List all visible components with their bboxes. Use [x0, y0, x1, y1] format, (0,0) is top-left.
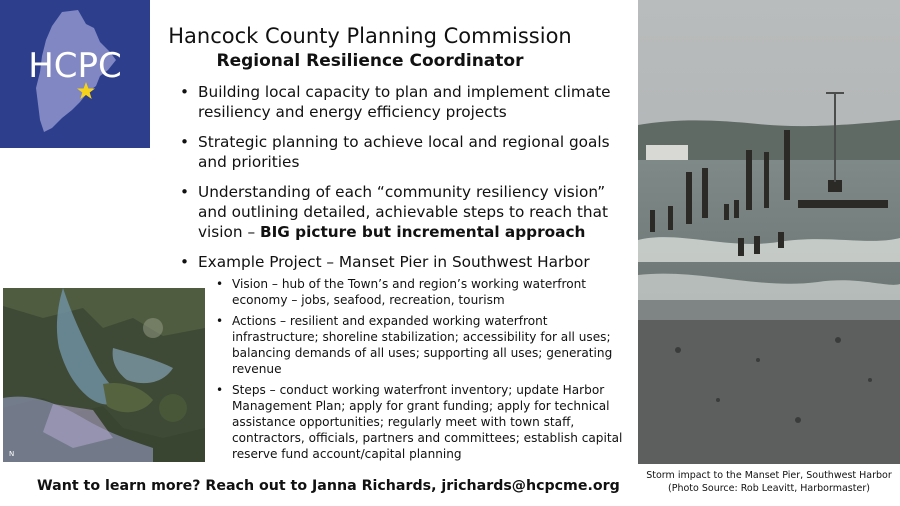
bullet-text: Understanding of each “community resiliency vision” and outlining detailed, achievable steps to reach that vision –	[198, 183, 608, 241]
page-subtitle: Regional Resilience Coordinator	[216, 51, 524, 71]
satellite-map	[3, 288, 205, 462]
sub-bullet-list	[214, 276, 630, 467]
storm-photo	[638, 0, 900, 464]
caption-line-2: (Photo Source: Rob Leavitt, Harbormaster)	[668, 483, 870, 494]
page-title: Hancock County Planning Commission	[168, 24, 572, 48]
sub-bullet-item: • Actions – resilient and expanded working waterfront infrastructure; shoreline stabilization; accessibility for all uses; balancing demands of all uses; supporting all uses; generating revenue	[214, 313, 630, 377]
sub-bullet-item: • Vision – hub of the Town’s and region’s working waterfront economy – jobs, seafood, recreation, tourism	[214, 276, 630, 308]
bullet-emphasis: BIG picture but incremental approach	[259, 223, 586, 241]
bullet-item	[176, 182, 626, 242]
hcpc-logo	[0, 0, 150, 148]
bullet-text: Strategic planning to achieve local and regional goals and priorities	[198, 133, 610, 171]
sub-bullet-item: • Steps – conduct working waterfront inventory; update Harbor Management Plan; apply for grant funding; apply for technical assistance opportunities; regularly meet with town staff, contractors, officials, partners and committees; establish capital reserve fund account/capital planning	[214, 382, 630, 462]
photo-caption	[638, 469, 900, 495]
caption-line-1: Storm impact to the Manset Pier, Southwest Harbor	[646, 470, 892, 481]
logo-text: HCPC	[28, 46, 122, 86]
bullet-text: Building local capacity to plan and implement climate resiliency and energy efficiency projects	[198, 83, 611, 121]
bullet-text: Example Project – Manset Pier in Southwest Harbor	[198, 253, 590, 271]
main-bullet-list	[176, 82, 626, 282]
bullet-item	[176, 132, 626, 172]
north-arrow-icon: N	[9, 450, 15, 458]
bullet-item	[176, 252, 626, 272]
bullet-item	[176, 82, 626, 122]
contact-footer: Want to learn more? Reach out to Janna Richards, jrichards@hcpcme.org	[37, 478, 620, 494]
